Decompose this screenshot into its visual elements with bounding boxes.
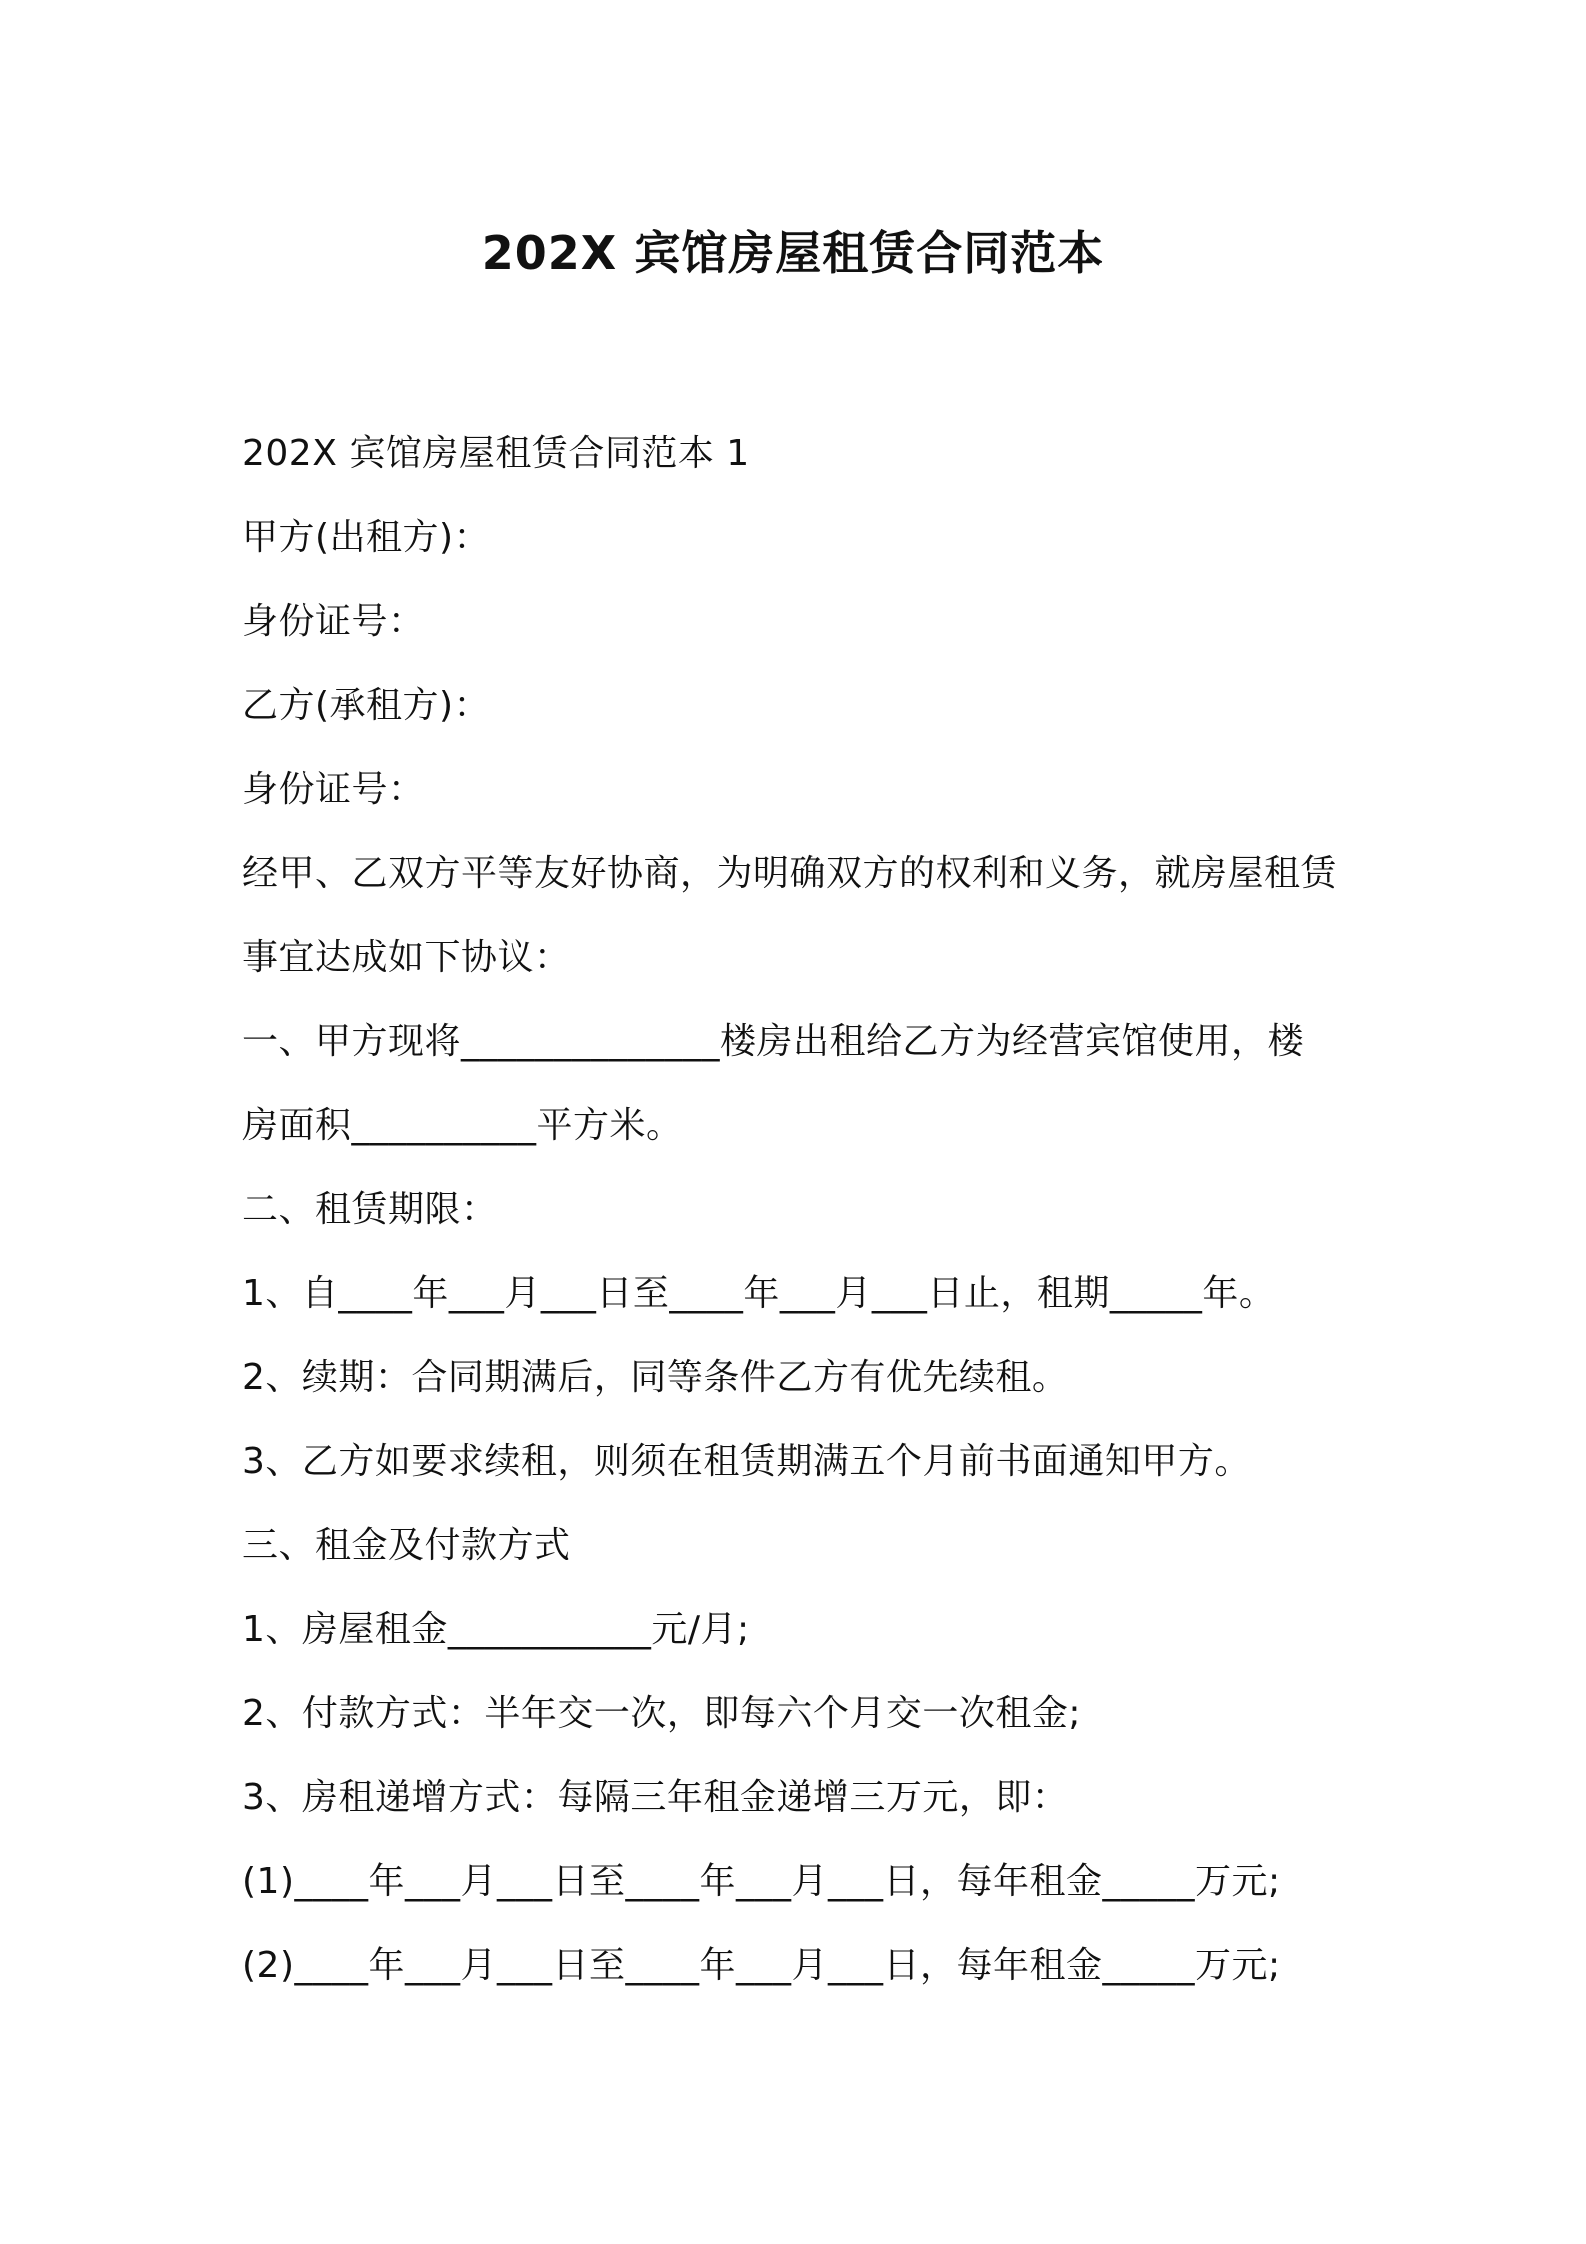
contract-subtitle: 202X 宾馆房屋租赁合同范本 1 (242, 433, 750, 474)
clause-2-item-1: 1、自____年___月___日至____年___月___日止，租期_____年。 (242, 1273, 1276, 1314)
party-a-label: 甲方(出租方)： (242, 517, 491, 558)
clause-1-line-1: 一、甲方现将______________楼房出租给乙方为经营宾馆使用，楼 (242, 1021, 1305, 1062)
clause-1-line-2: 房面积__________平方米。 (242, 1105, 683, 1146)
preamble-line-1: 经甲、乙双方平等友好协商，为明确双方的权利和义务，就房屋租赁 (242, 853, 1338, 894)
rent-period-2: (2)____年___月___日至____年___月___日，每年租金_____万元; (242, 1945, 1281, 1986)
clause-2-item-2: 2、续期：合同期满后，同等条件乙方有优先续租。 (242, 1357, 1069, 1398)
rent-period-1: (1)____年___月___日至____年___月___日，每年租金_____万元; (242, 1861, 1281, 1902)
preamble-line-2: 事宜达成如下协议： (242, 937, 571, 978)
clause-3-item-2: 2、付款方式：半年交一次，即每六个月交一次租金; (242, 1693, 1082, 1734)
document-body (242, 412, 1352, 2008)
clause-3-item-1: 1、房屋租金___________元/月; (242, 1609, 750, 1650)
clause-3-heading: 三、租金及付款方式 (242, 1525, 571, 1566)
party-a-id-label: 身份证号： (242, 601, 425, 642)
party-b-id-label: 身份证号： (242, 769, 425, 810)
party-b-label: 乙方(承租方)： (242, 685, 491, 726)
clause-2-heading: 二、租赁期限： (242, 1189, 498, 1230)
clause-2-item-3: 3、乙方如要求续租，则须在租赁期满五个月前书面通知甲方。 (242, 1441, 1251, 1482)
document-title: 202X 宾馆房屋租赁合同范本 (481, 226, 1105, 280)
clause-3-item-3: 3、房租递增方式：每隔三年租金递增三万元，即： (242, 1777, 1069, 1818)
